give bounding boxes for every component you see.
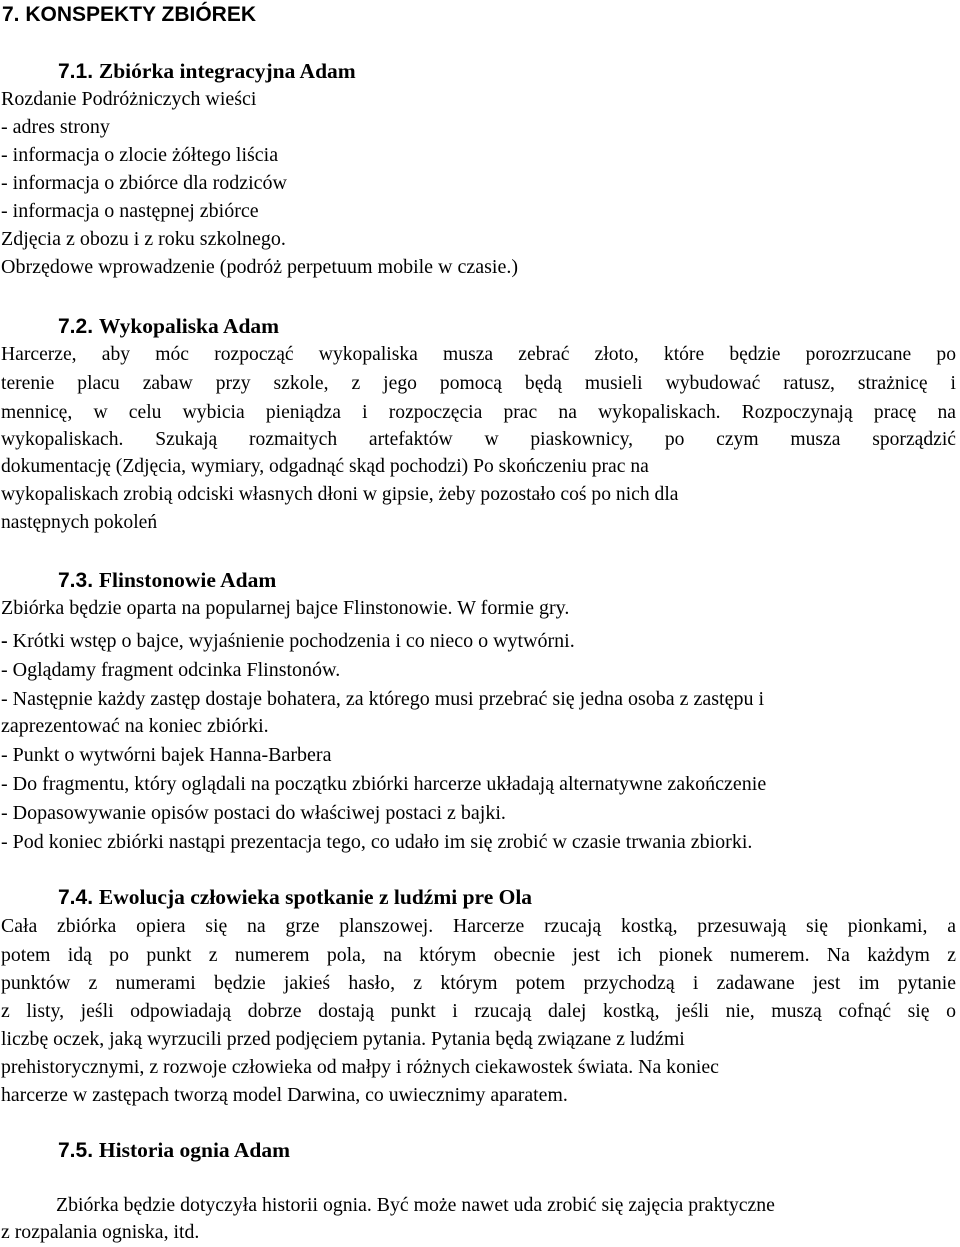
list-item [1, 627, 575, 655]
text-line: Zdjęcia z obozu i z roku szkolnego. [1, 228, 286, 250]
list-item-text: Krótki wstęp o bajce, wyjaśnienie pochodzenia i co nieco o wytwórni. [12, 630, 575, 652]
section-heading-7-4 [58, 883, 532, 912]
section-title: Ewolucja człowieka spotkanie z ludźmi pre Ola [98, 885, 533, 909]
section-number: 7.5. [58, 1139, 94, 1162]
paragraph-line: harcerze w zastępach tworzą model Darwina, co uwiecznimy aparatem. [1, 1084, 568, 1106]
paragraph-line: Zbiórka będzie dotyczyła historii ognia. Być może nawet uda zrobić się zajęcia praktyczne [56, 1194, 775, 1216]
bold-dash: - [1, 630, 8, 652]
paragraph-line: dokumentację (Zdjęcia, wymiary, odgadnąć skąd pochodzi) Po skończeniu prac na [1, 456, 649, 477]
section-number: 7.3. [58, 569, 94, 592]
paragraph-line: wykopaliskach. Szukają rozmaitych artefaktów w piaskownicy, po czym musza sporządzić [1, 429, 956, 450]
paragraph-line: mennicę, w celu wybicia pieniądza i rozpoczęcia prac na wykopaliskach. Rozpoczynają pracę na [1, 402, 956, 423]
text-line: Zbiórka będzie oparta na popularnej bajce Flinstonowie. W formie gry. [1, 597, 570, 619]
section-number: 7.4. [58, 886, 94, 909]
paragraph-line: wykopaliskach zrobią odciski własnych dłoni w gipsie, żeby pozostało coś po nich dla [1, 484, 679, 505]
section-number: 7.1. [58, 60, 94, 83]
list-item: - informacja o następnej zbiórce [1, 200, 259, 222]
paragraph-line: następnych pokoleń [1, 512, 158, 533]
text-line: Obrzędowe wprowadzenie (podróż perpetuum mobile w czasie.) [1, 256, 519, 278]
section-heading-7-2 [58, 312, 279, 341]
section-title: Historia ognia Adam [98, 1138, 291, 1162]
section-title: Flinstonowie Adam [98, 568, 277, 592]
paragraph-line: punktów z numerami będzie jakieś hasło, z którym potem przychodzą i zadawane jest im pytanie [1, 972, 956, 994]
list-item: - Dopasowywanie opisów postaci do właściwej postaci z bajki. [1, 802, 506, 824]
section-title: Wykopaliska Adam [98, 314, 280, 338]
section-heading-7-1 [58, 57, 356, 86]
paragraph-line: z listy, jeśli odpowiadają dobrze dostają punkt i rzucają dalej kostką, jeśli nie, muszą cofnąć się o [1, 1000, 956, 1022]
list-item: - Pod koniec zbiórki nastąpi prezentacja tego, co udało im się zrobić w czasie trwania zbiorki. [1, 831, 753, 853]
paragraph-line: prehistorycznymi, z rozwoje człowieka od małpy i różnych ciekawostek świata. Na koniec [1, 1056, 719, 1078]
section-heading-7-5 [58, 1136, 290, 1165]
list-item-continuation: zaprezentować na koniec zbiórki. [1, 715, 269, 737]
list-item: - Punkt o wytwórni bajek Hanna-Barbera [1, 744, 332, 766]
list-item: - Następnie każdy zastęp dostaje bohatera, za którego musi przebrać się jedna osoba z zastępu i [1, 688, 765, 710]
section-number: 7.2. [58, 315, 94, 338]
list-item: - informacja o zlocie żółtego liścia [1, 144, 279, 166]
paragraph-line: Harcerze, aby móc rozpocząć wykopaliska musza zebrać złoto, które będzie porozrzucane po [1, 344, 956, 365]
paragraph-line: Cała zbiórka opiera się na grze planszowej. Harcerze rzucają kostką, przesuwają się pionkami, a [1, 915, 956, 937]
paragraph-line: z rozpalania ogniska, itd. [1, 1221, 200, 1243]
list-item: - Do fragmentu, który oglądali na początku zbiórki harcerze układają alternatywne zakończenie [1, 773, 767, 795]
list-item: - informacja o zbiórce dla rodziców [1, 172, 287, 194]
list-item: - Oglądamy fragment odcinka Flinstonów. [1, 659, 341, 681]
text-line: Rozdanie Podróżniczych wieści [1, 88, 257, 110]
paragraph-line: potem idą po punkt z numerem pola, na którym obecnie jest ich pionek numerem. Na każdym z [1, 944, 956, 966]
section-heading-7-3 [58, 566, 276, 595]
list-item: - adres strony [1, 116, 110, 138]
paragraph-line: liczbę oczek, jaką wyrzucili przed podjęciem pytania. Pytania będą związane z ludźmi [1, 1028, 685, 1050]
page-title: 7. KONSPEKTY ZBIÓREK [2, 3, 256, 26]
paragraph-line: terenie placu zabaw przy szkole, z jego pomocą będą musieli wybudować ratusz, strażnicę i [1, 373, 956, 394]
section-title: Zbiórka integracyjna Adam [98, 59, 356, 83]
